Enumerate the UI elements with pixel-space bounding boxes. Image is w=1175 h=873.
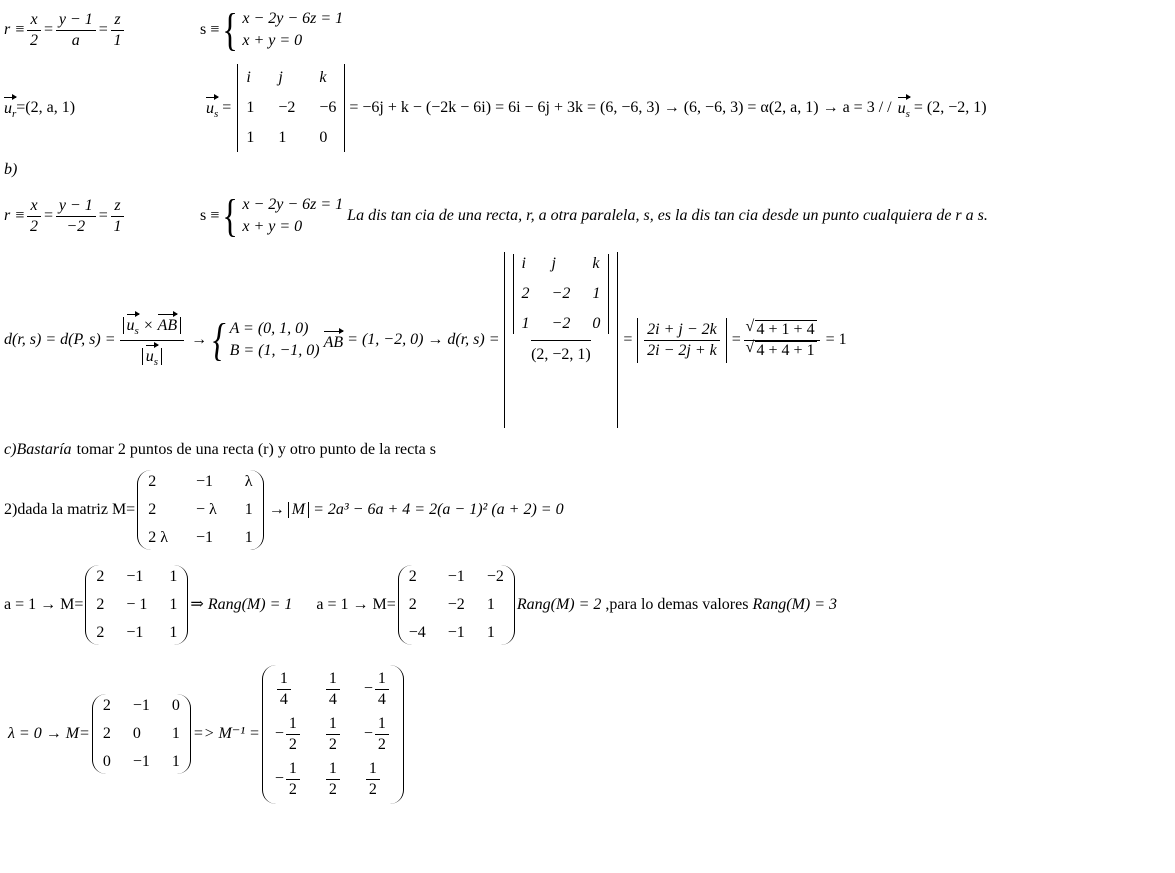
matrix-cell: −1 bbox=[447, 624, 465, 641]
matrix-cell: −4 bbox=[408, 624, 426, 641]
equals: = bbox=[43, 207, 54, 224]
inverse-cell bbox=[364, 671, 391, 708]
matrix-cell: 1 bbox=[244, 529, 253, 546]
system-row: x − 2y − 6z = 1 bbox=[242, 196, 344, 213]
denominator: 2 bbox=[288, 735, 297, 753]
matrix-lambda bbox=[92, 694, 191, 774]
system-row: x + y = 0 bbox=[242, 32, 303, 49]
determinant-expression: = 2a³ − 6a + 4 = 2(a − 1)² (a + 2) = 0 bbox=[313, 501, 564, 518]
matrix-case2 bbox=[398, 565, 515, 645]
matrix-cell: −1 bbox=[447, 568, 465, 585]
sqrt-fraction bbox=[744, 322, 820, 359]
matrix-cell: 1 bbox=[244, 501, 253, 518]
sign: − bbox=[363, 680, 373, 697]
denominator: 4 bbox=[377, 690, 386, 708]
distance-determinant-abs bbox=[504, 252, 619, 428]
equation-system bbox=[219, 4, 344, 55]
numerator: y − 1 bbox=[56, 198, 96, 217]
matrix-cell: k bbox=[319, 69, 327, 86]
sqrt: √ 4 + 4 + 1 bbox=[755, 341, 817, 359]
denominator: 2i − 2j + k bbox=[647, 341, 717, 359]
arrow: → bbox=[268, 501, 285, 518]
denominator: 1 bbox=[113, 217, 122, 235]
denominator: 2 bbox=[368, 780, 377, 798]
matrix-cell: 2 bbox=[408, 568, 417, 585]
matrix-cell: 1 bbox=[171, 725, 180, 742]
case2-result-other: Rang(M) = 3 bbox=[752, 596, 838, 613]
matrix-cell: 2 bbox=[148, 501, 157, 518]
point-b: B = (1, −1, 0) bbox=[229, 342, 320, 359]
denominator: 4 bbox=[279, 690, 288, 708]
numerator: 1 bbox=[277, 671, 291, 690]
inverse-matrix bbox=[262, 665, 404, 804]
fraction bbox=[111, 12, 125, 49]
matrix-cell: −1 bbox=[195, 529, 213, 546]
inverse-cell bbox=[324, 671, 342, 708]
fraction bbox=[27, 12, 41, 49]
abs-value bbox=[123, 317, 182, 338]
vector-label: AB bbox=[157, 317, 178, 335]
brace: { bbox=[222, 4, 239, 55]
vector-label: u bbox=[126, 317, 135, 335]
inverse-cell bbox=[275, 761, 302, 798]
sign: − bbox=[274, 770, 284, 787]
point-a: A = (0, 1, 0) bbox=[229, 320, 309, 337]
determinant bbox=[513, 254, 610, 334]
determinant-denominator: (2, −2, 1) bbox=[531, 340, 591, 363]
vector-arrow bbox=[4, 95, 16, 120]
vector-label: u bbox=[206, 100, 214, 118]
sqrt: √ 4 + 1 + 4 bbox=[755, 320, 817, 338]
matrix-m bbox=[137, 470, 264, 550]
matrix-cell: 0 bbox=[132, 725, 141, 742]
fraction bbox=[644, 322, 720, 359]
inverse-cell bbox=[324, 761, 342, 798]
denominator: 2 bbox=[30, 31, 39, 49]
denominator: −2 bbox=[66, 217, 86, 235]
distance-statement: La dis tan cia de una recta, r, a otra paralela, s, es la dis tan cia desde un punto cualquiera de r a s. bbox=[347, 207, 988, 224]
matrix-cell: −1 bbox=[126, 568, 144, 585]
section-label: b) bbox=[4, 161, 18, 178]
cross-product-result: = −6j + k − (−2k − 6i) = 6i − 6j + 3k = (6, −6, 3) → (6, −6, 3) = α(2, a, 1) → a = 3 / / bbox=[349, 99, 892, 116]
matrix-cell: 1 bbox=[278, 129, 287, 146]
times-sign: × bbox=[142, 317, 154, 335]
matrix-cell: i bbox=[521, 255, 526, 272]
inverse-cell bbox=[275, 671, 302, 708]
matrix-cell: −2 bbox=[551, 285, 571, 302]
numerator: 1 bbox=[286, 761, 300, 780]
numerator: 1 bbox=[326, 716, 340, 735]
denominator: 4 bbox=[328, 690, 337, 708]
matrix-cell: −2 bbox=[447, 596, 465, 613]
s-symbol: s ≡ bbox=[200, 21, 220, 38]
fraction bbox=[326, 671, 340, 708]
equals: = bbox=[97, 21, 109, 38]
matrix-cell: 1 bbox=[171, 753, 180, 770]
ab-value: = (1, −2, 0) → d(r, s) = bbox=[347, 331, 500, 348]
matrix-cell: − λ bbox=[195, 501, 217, 518]
numerator: 2i + j − 2k bbox=[644, 322, 720, 341]
matrix-cell: 0 bbox=[319, 129, 328, 146]
denominator bbox=[744, 341, 820, 359]
inverse-cell bbox=[324, 716, 342, 753]
matrix-cell: −1 bbox=[126, 624, 144, 641]
matrix-cell: 1 bbox=[169, 624, 178, 641]
matrix-cell: 2 bbox=[408, 596, 417, 613]
case2-lhs: a = 1 → M= bbox=[316, 596, 396, 613]
matrix-cell: −2 bbox=[551, 315, 571, 332]
matrix-cell: 0 bbox=[592, 315, 601, 332]
matrix-cell: 1 bbox=[521, 315, 530, 332]
case1-lhs: a = 1 → M= bbox=[4, 596, 84, 613]
denominator: 2 bbox=[377, 735, 386, 753]
abs-value bbox=[142, 347, 162, 368]
matrix-cell: j bbox=[551, 255, 556, 272]
denominator: 2 bbox=[328, 735, 337, 753]
matrix-cell: 1 bbox=[486, 596, 495, 613]
abs-fraction bbox=[637, 318, 727, 363]
equals: = bbox=[97, 207, 109, 224]
system-rows bbox=[230, 321, 320, 359]
numerator: y − 1 bbox=[56, 12, 96, 31]
matrix-cell: 1 bbox=[592, 285, 601, 302]
numerator: 1 bbox=[326, 671, 340, 690]
matrix-cell: − 1 bbox=[126, 596, 148, 613]
fraction bbox=[277, 671, 291, 708]
matrix-cell: −1 bbox=[132, 697, 150, 714]
vector-label: u bbox=[145, 347, 154, 365]
denominator: 2 bbox=[288, 780, 297, 798]
lambda-lhs: λ = 0 → M= bbox=[8, 725, 90, 742]
denominator: 2 bbox=[30, 217, 39, 235]
vector-label: AB bbox=[323, 334, 344, 351]
fraction bbox=[375, 716, 389, 753]
denominator: a bbox=[71, 31, 80, 49]
inverse-cell bbox=[364, 716, 391, 753]
numerator bbox=[744, 322, 820, 341]
matrix-cell: 0 bbox=[171, 697, 180, 714]
sign: − bbox=[274, 725, 284, 742]
matrix-cell: 2 λ bbox=[148, 529, 168, 546]
numerator: 1 bbox=[286, 716, 300, 735]
matrix-cell: −2 bbox=[278, 99, 296, 116]
distance-result: = 1 bbox=[825, 331, 847, 348]
distance-fraction bbox=[120, 312, 185, 367]
matrix-cell: −2 bbox=[486, 568, 504, 585]
matrix-cell: −1 bbox=[132, 753, 150, 770]
vector-arrow bbox=[898, 95, 910, 120]
numerator: z bbox=[111, 12, 123, 31]
matrix-cell: j bbox=[278, 69, 283, 86]
inverse-cell bbox=[364, 761, 391, 798]
vector-sub: s bbox=[214, 108, 219, 121]
r-symbol: r ≡ bbox=[4, 207, 26, 224]
vector-label: u bbox=[4, 100, 12, 118]
matrix-cell: 2 bbox=[102, 725, 111, 742]
vector-sub: s bbox=[153, 355, 158, 368]
vector-sub: s bbox=[134, 325, 139, 338]
system-rows bbox=[242, 11, 343, 49]
matrix-cell: k bbox=[592, 255, 600, 272]
matrix-cell: 1 bbox=[169, 568, 178, 585]
matrix-cell: 2 bbox=[96, 624, 105, 641]
s-symbol: s ≡ bbox=[200, 207, 220, 224]
section-label: c) bbox=[4, 441, 17, 458]
q2-intro: 2)dada la matriz M= bbox=[4, 501, 136, 518]
fraction bbox=[366, 761, 380, 798]
matrix-cell: λ bbox=[244, 473, 253, 490]
inverse-cell bbox=[275, 716, 302, 753]
system-row: x − 2y − 6z = 1 bbox=[242, 10, 344, 27]
numerator: x bbox=[27, 198, 40, 217]
system-rows bbox=[242, 197, 343, 235]
fraction bbox=[375, 671, 389, 708]
brace: { bbox=[212, 314, 226, 365]
fraction bbox=[56, 12, 96, 49]
fraction bbox=[326, 716, 340, 753]
fraction bbox=[326, 761, 340, 798]
numerator bbox=[120, 312, 185, 340]
matrix-cell: 2 bbox=[521, 285, 530, 302]
numerator: 1 bbox=[375, 716, 389, 735]
italic-word: Bastaría bbox=[16, 441, 72, 458]
determinant-label: M bbox=[288, 502, 309, 518]
us-final-value: = (2, −2, 1) bbox=[913, 99, 987, 116]
vector-sub: s bbox=[905, 108, 910, 121]
equals: = bbox=[222, 99, 232, 116]
matrix-cell: 1 bbox=[246, 99, 255, 116]
equals: = bbox=[730, 331, 742, 348]
numerator: 1 bbox=[326, 761, 340, 780]
arrow: → bbox=[191, 331, 208, 348]
vector-arrow bbox=[127, 312, 139, 337]
matrix-cell: −1 bbox=[195, 473, 213, 490]
equation-system bbox=[219, 190, 344, 241]
matrix-cell: 1 bbox=[246, 129, 255, 146]
matrix-cell: 2 bbox=[148, 473, 157, 490]
numerator: 1 bbox=[366, 761, 380, 780]
fraction bbox=[27, 198, 41, 235]
matrix-case1 bbox=[85, 565, 188, 645]
vector-arrow bbox=[158, 312, 178, 334]
matrix-cell: 2 bbox=[96, 596, 105, 613]
cross-product-determinant bbox=[237, 64, 345, 152]
case1-result: ⇒ Rang(M) = 1 bbox=[190, 596, 293, 613]
system-row: x + y = 0 bbox=[242, 218, 303, 235]
matrix-cell: 1 bbox=[486, 624, 495, 641]
distance-lhs: d(r, s) = d(P, s) = bbox=[4, 331, 116, 348]
vector-arrow bbox=[206, 95, 218, 120]
fraction bbox=[56, 198, 96, 235]
case2-result: Rang(M) = 2 bbox=[516, 596, 602, 613]
numerator: z bbox=[111, 198, 123, 217]
vector-arrow bbox=[146, 343, 158, 368]
matrix-cell: 2 bbox=[102, 697, 111, 714]
denominator: 2 bbox=[328, 780, 337, 798]
denominator: 1 bbox=[113, 31, 122, 49]
numerator: x bbox=[27, 12, 40, 31]
denominator bbox=[139, 341, 165, 368]
equals: = bbox=[622, 331, 634, 348]
matrix-cell: 1 bbox=[169, 596, 178, 613]
matrix-cell: 0 bbox=[102, 753, 111, 770]
case2-text: ,para lo demas valores bbox=[601, 596, 753, 613]
matrix-cell: i bbox=[246, 69, 251, 86]
vector-arrow bbox=[324, 329, 344, 351]
fraction bbox=[286, 761, 300, 798]
vector-label: u bbox=[897, 100, 906, 118]
sign: − bbox=[363, 725, 373, 742]
vector-sub: r bbox=[12, 108, 17, 121]
brace: { bbox=[222, 190, 239, 241]
matrix-cell: 2 bbox=[96, 568, 105, 585]
matrix-cell: −6 bbox=[319, 99, 337, 116]
part-c-text: tomar 2 puntos de una recta (r) y otro punto de la recta s bbox=[76, 441, 436, 458]
inverse-label: => M⁻¹ = bbox=[192, 725, 260, 742]
fraction bbox=[111, 198, 125, 235]
numerator: 1 bbox=[375, 671, 389, 690]
r-symbol: r ≡ bbox=[4, 21, 26, 38]
ur-value: =(2, a, 1) bbox=[16, 99, 76, 116]
equals: = bbox=[43, 21, 54, 38]
fraction bbox=[286, 716, 300, 753]
points-system bbox=[210, 314, 320, 365]
